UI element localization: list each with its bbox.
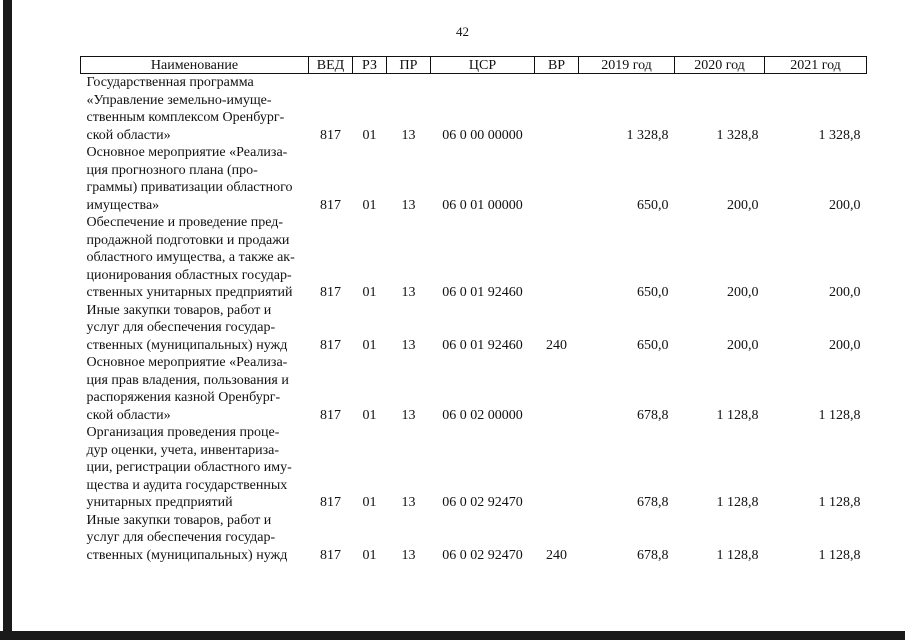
name-line: ционирования областных государ- (86, 267, 292, 283)
cell-rz: 01 (362, 285, 377, 300)
table-row (81, 302, 867, 355)
cell-2019: 1 328,8 (626, 127, 669, 143)
name-line: имущества» (86, 197, 160, 213)
table-row (81, 214, 867, 302)
cell-ved: 817 (320, 197, 341, 213)
cell-pr: 13 (401, 197, 416, 213)
name-line: унитарных предприятий (86, 495, 233, 510)
cell-2020: 200,0 (727, 337, 759, 353)
name-line: ственным комплексом Оренбург- (86, 110, 285, 125)
cell-vr (535, 354, 579, 424)
name-line: ственных унитарных предприятий (86, 285, 293, 300)
cell-rz: 01 (362, 495, 377, 510)
cell-rz: 01 (362, 407, 377, 423)
cell-csr: 06 0 02 92470 (442, 495, 523, 510)
cell-ved: 817 (320, 127, 341, 143)
header-vr: ВР (535, 57, 579, 74)
cell-name (81, 424, 309, 512)
cell-2021: 1 128,8 (818, 407, 861, 423)
cell-csr: 06 0 02 00000 (442, 407, 523, 423)
cell-2019: 678,8 (637, 495, 669, 510)
name-line: «Управление земельно-имуще- (86, 92, 272, 108)
cell-vr (535, 214, 579, 302)
name-line: дур оценки, учета, инвентариза- (86, 442, 279, 458)
name-line: ственных (муниципальных) нужд (86, 547, 288, 563)
cell-pr: 13 (401, 407, 416, 423)
cell-name (81, 302, 309, 355)
table-row (81, 424, 867, 512)
header-name: Наименование (81, 57, 309, 74)
cell-2020: 1 128,8 (716, 407, 759, 423)
name-line: продажной подготовки и продажи (86, 232, 290, 248)
cell-2019: 678,8 (637, 407, 669, 423)
table-row (81, 512, 867, 565)
cell-csr: 06 0 01 92460 (442, 337, 523, 353)
cell-vr (535, 144, 579, 214)
cell-2021: 1 128,8 (818, 495, 861, 510)
cell-name (81, 512, 309, 565)
header-2021: 2021 год (765, 57, 867, 74)
cell-2021: 200,0 (829, 337, 861, 353)
cell-ved: 817 (320, 337, 341, 353)
budget-table (80, 56, 867, 564)
cell-name (81, 354, 309, 424)
cell-rz: 01 (362, 337, 377, 353)
cell-pr: 13 (401, 495, 416, 510)
name-line: областного имущества, а также ак- (86, 250, 295, 265)
cell-csr: 06 0 01 00000 (442, 197, 523, 213)
cell-ved: 817 (320, 285, 341, 300)
cell-pr: 13 (401, 127, 416, 143)
cell-name (81, 144, 309, 214)
name-line: распоряжения казной Оренбург- (86, 390, 281, 405)
cell-name (81, 74, 309, 145)
table-row (81, 354, 867, 424)
name-line: Иные закупки товаров, работ и (86, 302, 272, 318)
name-line: ственных (муниципальных) нужд (86, 337, 288, 353)
cell-vr: 240 (546, 547, 567, 563)
name-line: ской области» (86, 127, 171, 143)
name-line: Обеспечение и проведение пред- (86, 215, 284, 230)
name-line: Организация проведения проце- (86, 425, 280, 440)
name-line: щества и аудита государственных (86, 477, 288, 493)
cell-ved: 817 (320, 547, 341, 563)
table-header-row (81, 57, 867, 74)
header-pr: ПР (387, 57, 431, 74)
cell-vr: 240 (546, 337, 567, 353)
name-line: ция прав владения, пользования и (86, 372, 289, 388)
cell-rz: 01 (362, 197, 377, 213)
name-line: услуг для обеспечения государ- (86, 320, 276, 335)
cell-2019: 678,8 (637, 547, 669, 563)
cell-csr: 06 0 01 92460 (442, 285, 523, 300)
cell-ved: 817 (320, 407, 341, 423)
cell-2019: 650,0 (637, 337, 669, 353)
cell-ved: 817 (320, 495, 341, 510)
name-line: ской области» (86, 407, 171, 423)
table-row (81, 74, 867, 145)
cell-pr: 13 (401, 285, 416, 300)
cell-rz: 01 (362, 127, 377, 143)
page-number: 42 (456, 24, 469, 39)
cell-2021: 200,0 (829, 197, 861, 213)
cell-2019: 650,0 (637, 285, 669, 300)
name-line: ции, регистрации областного иму- (86, 460, 292, 475)
cell-2020: 1 128,8 (716, 495, 759, 510)
header-ved: ВЕД (309, 57, 353, 74)
header-csr: ЦСР (431, 57, 535, 74)
cell-name (81, 214, 309, 302)
name-line: ция прогнозного плана (про- (86, 162, 258, 178)
name-line: Государственная программа (86, 75, 254, 90)
name-line: услуг для обеспечения государ- (86, 530, 276, 545)
cell-vr (535, 74, 579, 145)
table-row (81, 144, 867, 214)
cell-pr: 13 (401, 337, 416, 353)
cell-2020: 200,0 (727, 197, 759, 213)
name-line: Основное мероприятие «Реализа- (86, 355, 288, 370)
cell-2021: 1 328,8 (818, 127, 861, 143)
header-rz: РЗ (353, 57, 387, 74)
cell-pr: 13 (401, 547, 416, 563)
cell-2020: 1 328,8 (716, 127, 759, 143)
name-line: граммы) приватизации областного (86, 180, 293, 195)
cell-2019: 650,0 (637, 197, 669, 213)
cell-rz: 01 (362, 547, 377, 563)
name-line: Иные закупки товаров, работ и (86, 512, 272, 528)
name-line: Основное мероприятие «Реализа- (86, 145, 288, 160)
cell-2021: 200,0 (829, 285, 861, 300)
cell-2020: 1 128,8 (716, 547, 759, 563)
header-2020: 2020 год (675, 57, 765, 74)
cell-vr (535, 424, 579, 512)
header-2019: 2019 год (579, 57, 675, 74)
cell-2020: 200,0 (727, 285, 759, 300)
cell-csr: 06 0 02 92470 (442, 547, 523, 563)
cell-csr: 06 0 00 00000 (442, 127, 523, 143)
cell-2021: 1 128,8 (818, 547, 861, 563)
scan-border-left (3, 0, 12, 640)
scan-border-bottom (0, 631, 905, 640)
